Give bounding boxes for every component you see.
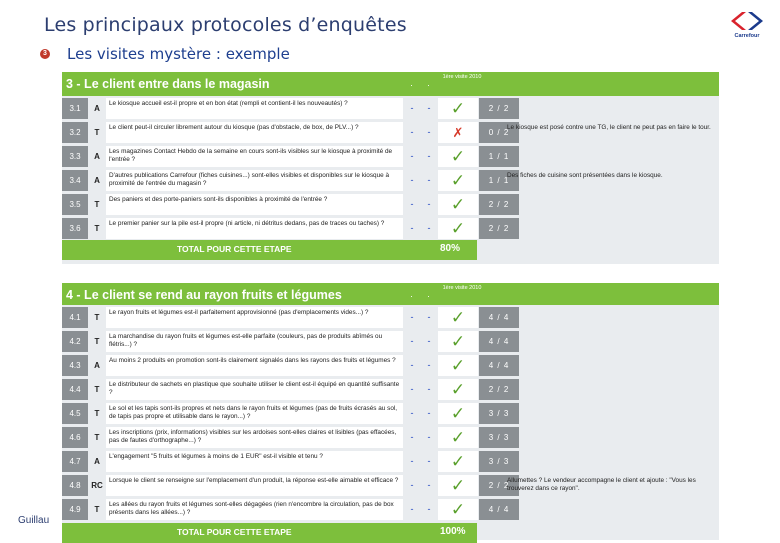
comment-cell: Des fiches de cuisine sont présentées dans le kiosque. (507, 172, 663, 179)
criterion-number: 4.4 (62, 379, 88, 400)
dash-cell: - (404, 475, 420, 496)
criterion-type: A (89, 170, 105, 191)
criterion-type: T (89, 307, 105, 328)
logo-text: Carrefour (734, 33, 760, 39)
score-cell: 4 / 4 (479, 499, 519, 520)
table-row (62, 169, 719, 191)
dash-cell: - (421, 451, 437, 472)
criterion-question: Le sol et les tapis sont-ils propres et nets dans le rayon fruits et légumes (pas de fruits écrasés au sol, de tapis pas propre et utilisable dans le rayon...) ? (106, 403, 403, 424)
table-row (62, 97, 719, 119)
total-label: TOTAL POUR CETTE ETAPE (177, 527, 292, 537)
criterion-number: 3.3 (62, 146, 88, 167)
criterion-question: La marchandise du rayon fruits et légumes est-elle parfaite (couleurs, pas de produits abîmés ou flétris...) ? (106, 331, 403, 352)
slide-subtitle: Les visites mystère : exemple (67, 45, 290, 63)
dash-cell: - (421, 194, 437, 215)
score-cell: 2 / 2 (479, 194, 519, 215)
criterion-type: A (89, 98, 105, 119)
visit-column-header: 1ère visite 2010 (442, 285, 482, 291)
criterion-number: 4.1 (62, 307, 88, 328)
check-icon: ✓ (438, 194, 478, 215)
section-title: 4 - Le client se rend au rayon fruits et légumes (66, 288, 342, 302)
criterion-number: 4.9 (62, 499, 88, 520)
criterion-number: 4.8 (62, 475, 88, 496)
section-3-table (62, 72, 719, 264)
criterion-number: 3.4 (62, 170, 88, 191)
section-title: 3 - Le client entre dans le magasin (66, 77, 270, 91)
criterion-question: Le premier panier sur la pile est-il propre (ni article, ni détritus dedans, pas de traces ou taches) ? (106, 218, 403, 239)
dash-cell: - (404, 499, 420, 520)
cross-icon: ✗ (438, 122, 478, 143)
table-row (62, 330, 719, 352)
score-cell: 3 / 3 (479, 427, 519, 448)
footer-author: Guillau (18, 515, 50, 526)
criterion-type: RC (89, 475, 105, 496)
criterion-type: A (89, 146, 105, 167)
check-icon: ✓ (438, 355, 478, 376)
total-bar (62, 523, 477, 543)
table-row (62, 121, 719, 143)
numbered-bullet-icon: 3 (40, 49, 50, 59)
criterion-question: L'engagement "5 fruits et légumes à moins de 1 EUR" est-il visible et tenu ? (106, 451, 403, 472)
check-icon: ✓ (438, 218, 478, 239)
total-bar (62, 240, 477, 260)
criterion-number: 4.3 (62, 355, 88, 376)
header-dot: · (410, 291, 413, 301)
table-row (62, 193, 719, 215)
score-cell: 4 / 4 (479, 331, 519, 352)
header-dot: · (427, 80, 430, 90)
criterion-type: T (89, 379, 105, 400)
comment-cell: Le kiosque est posé contre une TG, le client ne peut pas en faire le tour. (507, 124, 711, 131)
check-icon: ✓ (438, 451, 478, 472)
dash-cell: - (421, 475, 437, 496)
section-header (62, 72, 719, 96)
criterion-type: T (89, 427, 105, 448)
section-4-table (62, 283, 719, 540)
criterion-question: D'autres publications Carrefour (fiches cuisines...) sont-elles visibles et disponibles sur le kiosque à proximité de l'entrée du magasin ? (106, 170, 403, 191)
slide-title: Les principaux protocoles d’enquêtes (44, 14, 407, 36)
criterion-type: T (89, 403, 105, 424)
dash-cell: - (421, 355, 437, 376)
dash-cell: - (404, 379, 420, 400)
dash-cell: - (404, 427, 420, 448)
dash-cell: - (404, 355, 420, 376)
header-dot: · (427, 291, 430, 301)
criterion-number: 4.2 (62, 331, 88, 352)
dash-cell: - (404, 218, 420, 239)
criterion-question: Le rayon fruits et légumes est-il parfaitement approvisionné (pas d'emplacements vides...) ? (106, 307, 403, 328)
table-row (62, 498, 719, 520)
criterion-number: 3.2 (62, 122, 88, 143)
dash-cell: - (421, 331, 437, 352)
check-icon: ✓ (438, 475, 478, 496)
dash-cell: - (404, 451, 420, 472)
criterion-question: Le kiosque accueil est-il propre et en bon état (rempli et contient-il les nouveautés) ? (106, 98, 403, 119)
check-icon: ✓ (438, 331, 478, 352)
criterion-type: T (89, 499, 105, 520)
dash-cell: - (421, 307, 437, 328)
dash-cell: - (421, 403, 437, 424)
score-cell: 2 / 2 (479, 98, 519, 119)
dash-cell: - (404, 122, 420, 143)
criterion-number: 3.6 (62, 218, 88, 239)
score-cell: 3 / 3 (479, 403, 519, 424)
criterion-question: Le distributeur de sachets en plastique que souhaite utiliser le client est-il équipé en quantité suffisante ? (106, 379, 403, 400)
dash-cell: - (421, 146, 437, 167)
section-header (62, 283, 719, 305)
table-row (62, 426, 719, 448)
total-percentage: 80% (440, 243, 461, 254)
dash-cell: - (421, 218, 437, 239)
carrefour-logo-icon (727, 10, 767, 32)
criterion-type: T (89, 218, 105, 239)
criterion-question: Des paniers et des porte-paniers sont-ils disponibles à proximité de l'entrée ? (106, 194, 403, 215)
score-cell: 2 / 2 (479, 379, 519, 400)
criterion-question: Les magazines Contact Hebdo de la semaine en cours sont-ils visibles sur le kiosque à proximité de l'entrée ? (106, 146, 403, 167)
score-cell: 4 / 4 (479, 355, 519, 376)
comment-cell: Allumettes ? Le vendeur accompagne le client et ajoute : "Vous les trouverez dans ce rayon". (507, 477, 696, 492)
check-icon: ✓ (438, 379, 478, 400)
table-row (62, 354, 719, 376)
dash-cell: - (404, 146, 420, 167)
score-cell: 3 / 3 (479, 451, 519, 472)
total-label: TOTAL POUR CETTE ETAPE (177, 244, 292, 254)
score-cell: 4 / 4 (479, 307, 519, 328)
table-row (62, 306, 719, 328)
criterion-type: T (89, 194, 105, 215)
dash-cell: - (404, 170, 420, 191)
dash-cell: - (404, 98, 420, 119)
total-percentage: 100% (440, 526, 466, 537)
table-row (62, 217, 719, 239)
check-icon: ✓ (438, 499, 478, 520)
criterion-question: Au moins 2 produits en promotion sont-ils clairement signalés dans les rayons des fruits et légumes ? (106, 355, 403, 376)
carrefour-logo (727, 10, 767, 42)
header-dot: · (410, 80, 413, 90)
dash-cell: - (404, 307, 420, 328)
score-cell: 0 / 2 (479, 122, 519, 143)
dash-cell: - (404, 194, 420, 215)
criterion-number: 3.5 (62, 194, 88, 215)
dash-cell: - (421, 427, 437, 448)
check-icon: ✓ (438, 98, 478, 119)
criterion-type: A (89, 355, 105, 376)
table-row (62, 378, 719, 400)
criterion-type: T (89, 331, 105, 352)
check-icon: ✓ (438, 403, 478, 424)
criterion-type: A (89, 451, 105, 472)
check-icon: ✓ (438, 427, 478, 448)
dash-cell: - (421, 499, 437, 520)
visit-column-header: 1ère visite 2010 (442, 74, 482, 80)
criterion-number: 4.6 (62, 427, 88, 448)
criterion-number: 4.7 (62, 451, 88, 472)
check-icon: ✓ (438, 146, 478, 167)
criterion-number: 3.1 (62, 98, 88, 119)
criterion-question: Lorsque le client se renseigne sur l'emplacement d'un produit, la réponse est-elle aimable et efficace ? (106, 475, 403, 496)
criterion-number: 4.5 (62, 403, 88, 424)
dash-cell: - (421, 170, 437, 191)
dash-cell: - (404, 331, 420, 352)
table-row (62, 402, 719, 424)
score-cell: 1 / 1 (479, 146, 519, 167)
criterion-question: Le client peut-il circuler librement autour du kiosque (pas d'obstacle, de box, de PLV...) ? (106, 122, 403, 143)
score-cell: 2 / 2 (479, 218, 519, 239)
dash-cell: - (421, 98, 437, 119)
score-cell: 2 / 2 (479, 475, 519, 496)
table-row (62, 450, 719, 472)
table-row (62, 145, 719, 167)
criterion-type: T (89, 122, 105, 143)
dash-cell: - (404, 403, 420, 424)
criterion-question: Les allées du rayon fruits et légumes sont-elles dégagées (rien n'encombre la circulation, pas de box présents dans les allées...) ? (106, 499, 403, 520)
check-icon: ✓ (438, 307, 478, 328)
dash-cell: - (421, 379, 437, 400)
check-icon: ✓ (438, 170, 478, 191)
score-cell: 1 / 1 (479, 170, 519, 191)
dash-cell: - (421, 122, 437, 143)
table-row (62, 474, 719, 496)
criterion-question: Les inscriptions (prix, informations) visibles sur les ardoises sont-elles claires et lisibles (pas effacées, pas de fautes d'orthographe...) ? (106, 427, 403, 448)
